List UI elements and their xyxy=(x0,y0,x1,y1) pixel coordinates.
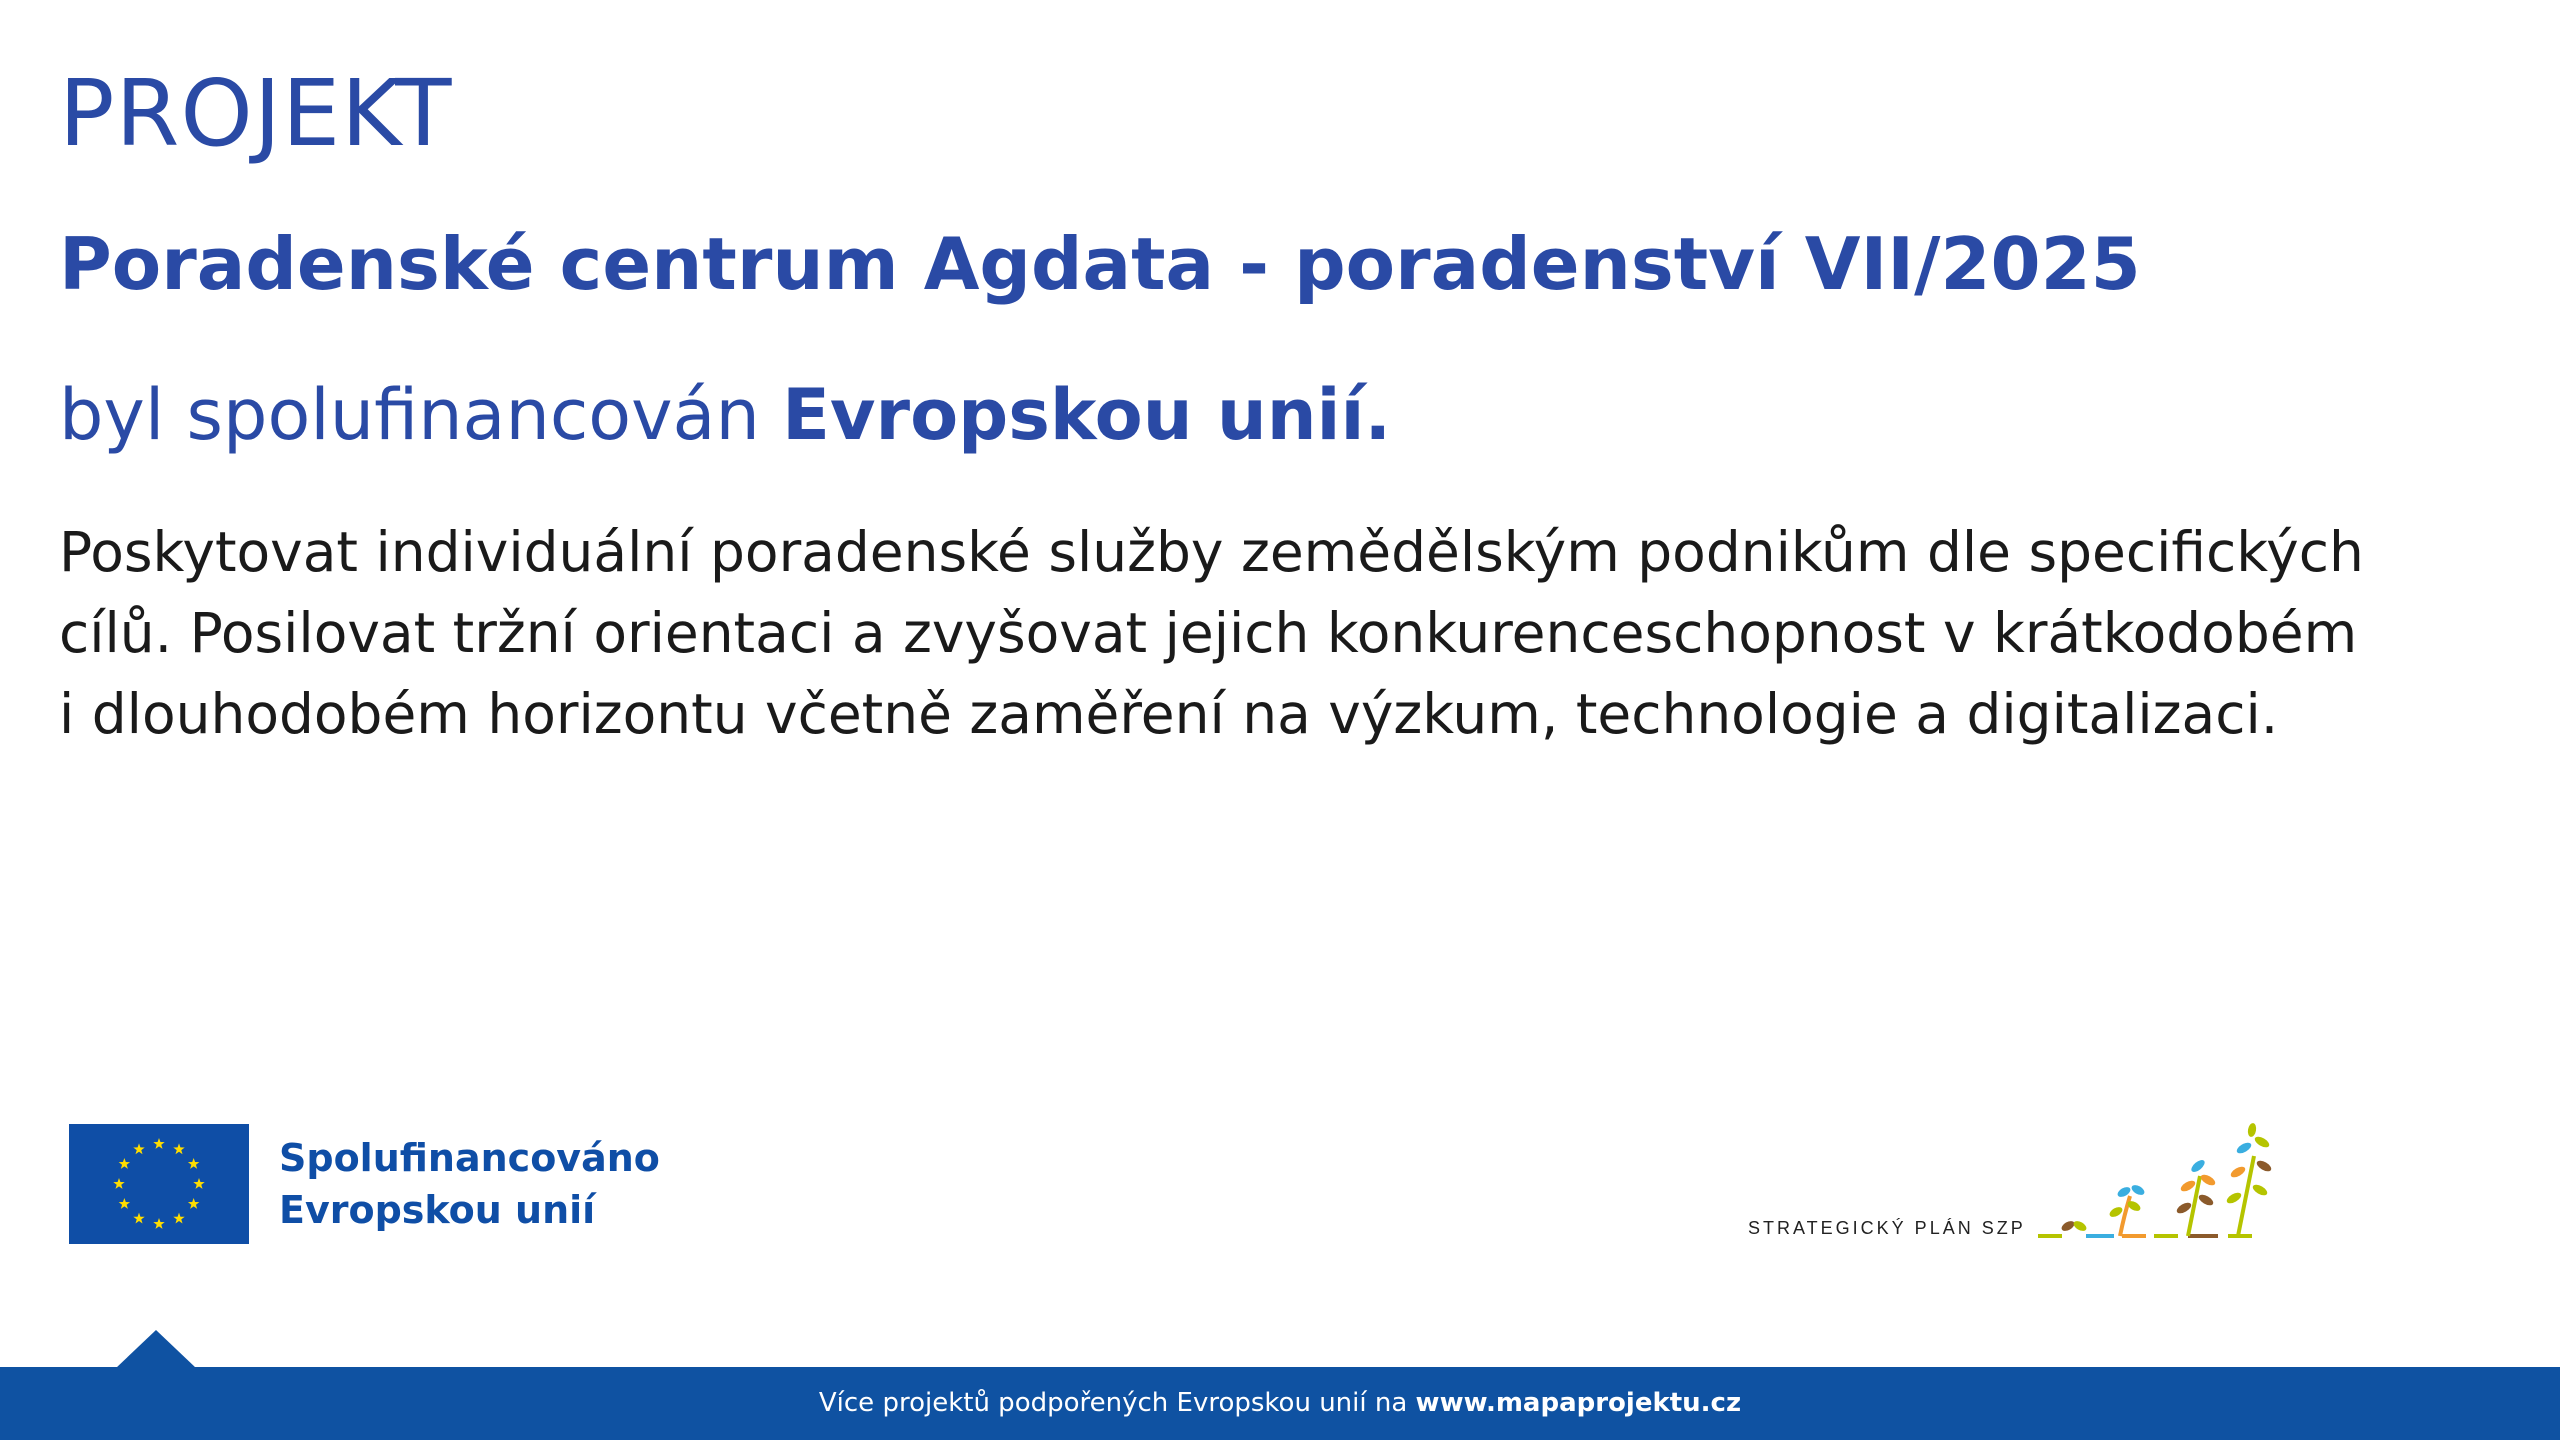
project-description xyxy=(59,512,2499,755)
project-title: Poradenské centrum Agdata - poradenství VII/2025 xyxy=(59,222,2141,306)
szp-logo xyxy=(1748,1120,2338,1250)
szp-logo-label: STRATEGICKÝ PLÁN SZP xyxy=(1748,1218,2026,1238)
cofinanced-statement xyxy=(59,374,1392,456)
eu-star-icon xyxy=(153,1218,164,1229)
cofinanced-bold: Evropskou unií. xyxy=(782,374,1392,456)
eu-star-icon xyxy=(113,1178,124,1189)
eu-star-icon xyxy=(173,1143,184,1154)
szp-plants-icon xyxy=(2038,1120,2338,1250)
eu-logo-line1: Spolufinancováno xyxy=(279,1136,660,1180)
eu-star-icon xyxy=(153,1138,164,1149)
eu-star-icon xyxy=(119,1198,130,1209)
page-kicker: PROJEKT xyxy=(59,60,453,167)
eu-logo-line2: Evropskou unií xyxy=(279,1188,596,1232)
footer-link[interactable]: www.mapaprojektu.cz xyxy=(1415,1388,1742,1418)
description-line: cílů. Posilovat tržní orientaci a zvyšovat jejich konkurenceschopnost v krátkodobém xyxy=(59,601,2358,665)
eu-star-icon xyxy=(188,1158,199,1169)
eu-star-icon xyxy=(133,1143,144,1154)
eu-flag-icon xyxy=(69,1124,249,1244)
footer-bar xyxy=(0,1367,2560,1440)
description-line: Poskytovat individuální poradenské služby zemědělským podnikům dle specifických xyxy=(59,520,2364,584)
description-line: i dlouhodobém horizontu včetně zaměření na výzkum, technologie a digitalizaci. xyxy=(59,682,2279,746)
eu-star-icon xyxy=(119,1158,130,1169)
eu-logo-text xyxy=(279,1132,660,1236)
eu-cofunding-logo xyxy=(69,1124,660,1244)
footer-notch xyxy=(116,1330,196,1368)
eu-star-icon xyxy=(173,1213,184,1224)
eu-star-icon xyxy=(193,1178,204,1189)
footer-text: Více projektů podpořených Evropskou unií na xyxy=(818,1388,1408,1418)
cofinanced-prefix: byl spolufinancován xyxy=(59,374,760,456)
eu-star-icon xyxy=(188,1198,199,1209)
eu-star-icon xyxy=(133,1213,144,1224)
